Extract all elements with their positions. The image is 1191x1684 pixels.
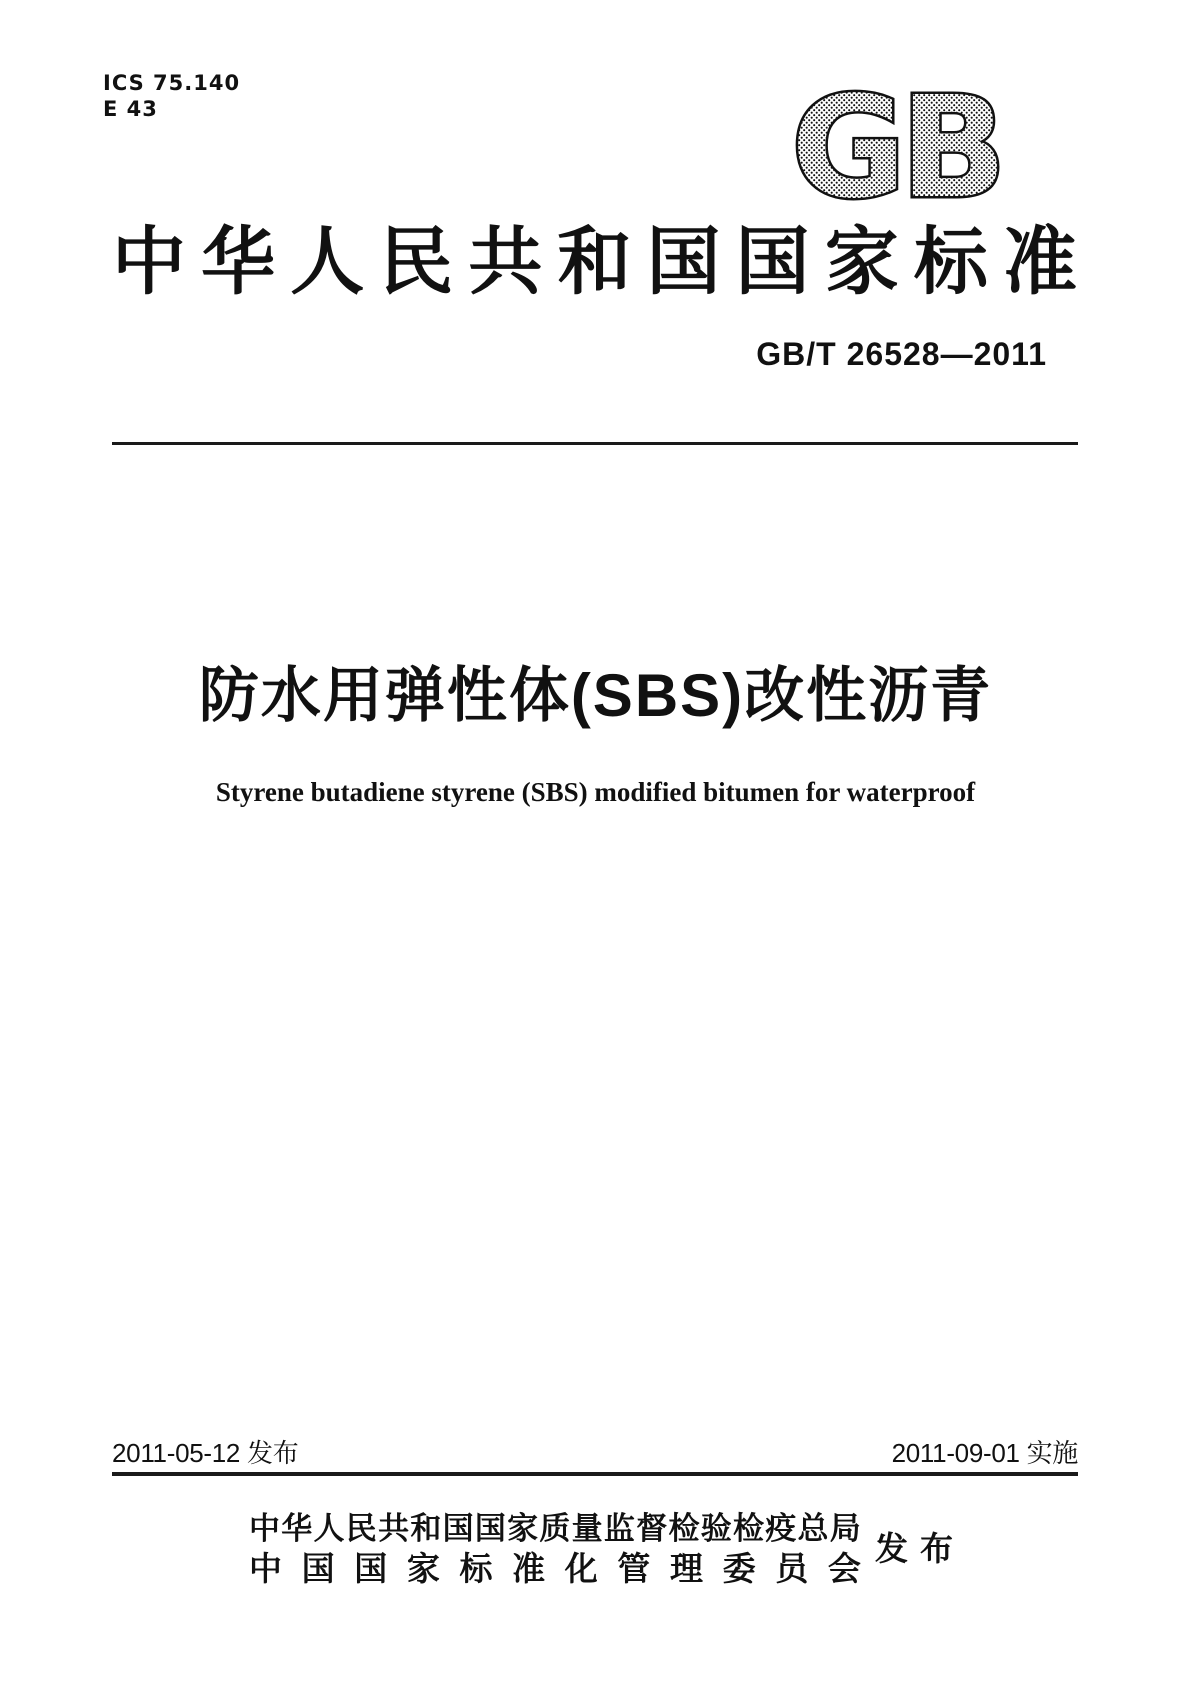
- ics-classification: [103, 70, 240, 123]
- issuer-block: [249, 1508, 861, 1592]
- divider-line-top: [112, 442, 1078, 445]
- issuer-primary: 中 华 人 民 共 和 国 国 家 质 量 监 督 检 验 检 疫 总 局: [249, 1510, 861, 1546]
- issuer-secondary: 中 国 国 家 标 准 化 管 理 委 员 会: [249, 1551, 861, 1588]
- ics-code: ICS 75.140: [103, 71, 241, 95]
- implement-date: 2011-09-01 实施: [891, 1438, 1078, 1468]
- national-standard-header: 中 华 人 民 共 和 国 国 家 标 准: [112, 222, 1077, 304]
- publish-date: 2011-05-12 发布: [112, 1438, 299, 1468]
- document-class-code: E 43: [103, 97, 158, 122]
- dates-row: [112, 1440, 1078, 1466]
- standard-title-zh: 防水用弹性体(SBS)改性沥青: [198, 662, 993, 729]
- divider-line-bottom: [112, 1472, 1078, 1476]
- standard-number: GB/T 26528—2011: [756, 336, 1047, 372]
- issue-action-label: 发 布: [875, 1532, 953, 1568]
- gb-logo-text: GB: [791, 84, 1001, 214]
- gb-logo: [778, 84, 1013, 214]
- standard-title-en: Styrene butadiene styrene (SBS) modified bitumen for waterproof: [215, 777, 976, 807]
